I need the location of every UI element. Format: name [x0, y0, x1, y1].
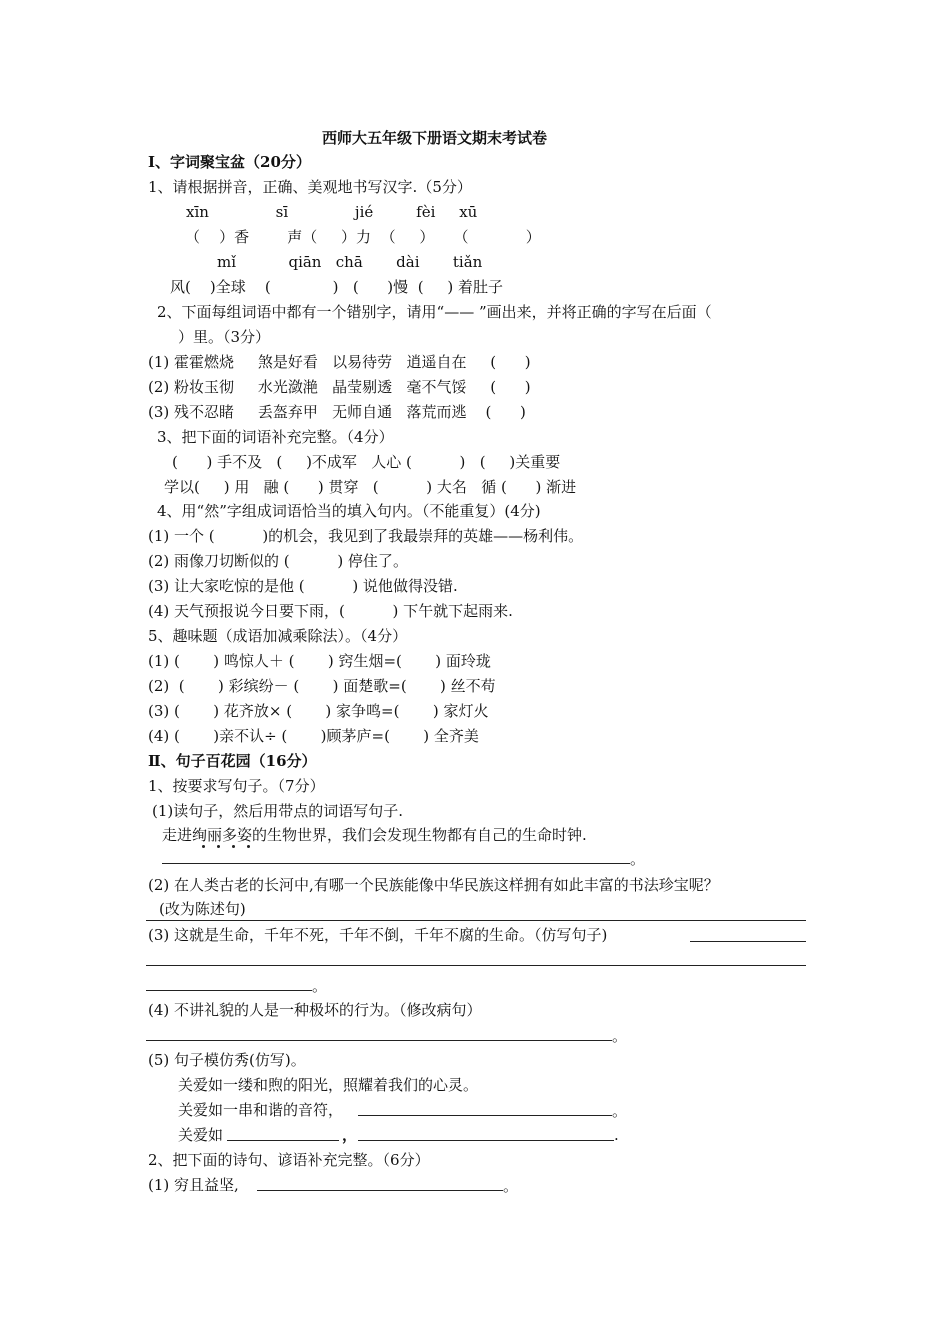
q1-hanzi-row1: （ ）香 声（ ）力 （ ） （ ）: [185, 228, 541, 246]
q1-pinyin-row1: xīn sī jié fèi xū: [186, 203, 478, 221]
s2-sub5-example: 关爱如一缕和煦的阳光，照耀着我们的心灵。: [178, 1076, 479, 1094]
q1-stem: 1、请根据拼音，正确、美观地书写汉字.（5分）: [148, 178, 472, 196]
s2-sub4-line1: (4) 不讲礼貌的人是一种极坏的行为。（修改病句）: [148, 1001, 482, 1019]
sub5-line2-period: 。: [612, 1102, 628, 1120]
q5-item-2: (2) ( ) 彩缤纷－ ( ) 面楚歌=( ) 丝不苟: [148, 677, 496, 695]
q3-row2: 学以( ) 用 融 ( ) 贯穿 ( ) 大名 循 ( ) 渐进: [164, 478, 577, 496]
q2-item-2: (2) 粉妆玉彻 水光潋滟 晶莹剔透 毫不气馁 ( ): [148, 378, 531, 396]
q2-item-3: (3) 残不忍睹 丢盔弃甲 无师自通 落荒而逃 ( ): [148, 403, 526, 421]
q4-item-3: (3) 让大家吃惊的是他 ( ) 说他做得没错.: [148, 577, 458, 595]
q3-row1: ( ) 手不及 ( )不成军 人心 ( ) ( )关重要: [172, 453, 561, 471]
answer-line[interactable]: [358, 1115, 612, 1116]
section1-heading: Ⅰ、字词聚宝盆（20分）: [148, 153, 311, 171]
q2-stem-line2: ）里。（3分）: [178, 328, 271, 346]
q5-stem: 5、趣味题（成语加减乘除法）。（4分）: [148, 627, 408, 645]
answer-line[interactable]: [162, 863, 630, 864]
s2-sub5-line3-start: 关爱如: [178, 1126, 224, 1144]
s2-sub5-instruction: (5) 句子模仿秀(仿写)。: [148, 1051, 306, 1069]
q5-item-4: (4) ( )亲不认÷ ( )顾茅庐=( ) 全齐美: [148, 727, 479, 745]
answer-line[interactable]: [146, 1040, 612, 1041]
q5-item-3: (3) ( ) 花齐放× ( ) 家争鸣=( ) 家灯火: [148, 702, 489, 720]
sub5-line3-comma: ，: [342, 1126, 358, 1144]
q4-item-2: (2) 雨像刀切断似的 ( ) 停住了。: [148, 552, 408, 570]
s2-q1-stem: 1、按要求写句子。（7分）: [148, 777, 325, 795]
s2-sub1-instruction: (1)读句子，然后用带点的词语写句子.: [152, 802, 404, 820]
s2-sub2-line2: (改为陈述句): [159, 900, 246, 918]
emphasis-dot: [247, 845, 250, 848]
emphasis-dot: [217, 845, 220, 848]
q5-item-1: (1) ( ) 鸣惊人＋ ( ) 窍生烟=( ) 面玲珑: [148, 652, 491, 670]
answer-line[interactable]: [358, 1140, 614, 1141]
emphasis-dot: [202, 845, 205, 848]
answer-line[interactable]: [257, 1190, 503, 1191]
q2-stem-line1: 2、下面每组词语中都有一个错别字，请用“—— ”画出来，并将正确的字写在后面（: [157, 303, 712, 321]
s2-sub3-line1: (3) 这就是生命，千年不死，千年不倒，千年不腐的生命。（仿写句子): [148, 926, 608, 944]
s2-q2-stem: 2、把下面的诗句、谚语补充完整。（6分）: [148, 1151, 430, 1169]
answer-line[interactable]: [227, 1140, 339, 1141]
s2-sub2-line1: (2) 在人类古老的长河中,有哪一个民族能像中华民族这样拥有如此丰富的书法珍宝呢？: [148, 876, 719, 894]
answer-line[interactable]: [146, 920, 806, 921]
q1-hanzi-row2: 风( )全球 ( ) ( )慢 ( ) 着肚子: [170, 278, 504, 296]
answer-line[interactable]: [690, 941, 806, 942]
sub5-line3-period: .: [614, 1126, 619, 1144]
q2-item-1: (1) 霍霍燃烧 煞是好看 以易待劳 逍遥自在 ( ): [148, 353, 531, 371]
q4-item-1: (1) 一个 ( )的机会，我见到了我最崇拜的英雄——杨利伟。: [148, 527, 584, 545]
sub3-period: 。: [312, 977, 328, 995]
answer-line[interactable]: [146, 990, 312, 991]
page-title: 西师大五年级下册语文期末考试卷: [322, 129, 548, 147]
section2-heading: Ⅱ、句子百花园（16分）: [148, 752, 317, 770]
q4-item-4: (4) 天气预报说今日要下雨，( ) 下午就下起雨来.: [148, 602, 513, 620]
sub1-period: 。: [630, 850, 646, 868]
s2-sub5-line2-start: 关爱如一串和谐的音符，: [178, 1101, 344, 1119]
q3-stem: 3、把下面的词语补充完整。（4分）: [157, 428, 394, 446]
s2-q2-item1-start: (1) 穷且益坚,: [148, 1176, 239, 1194]
sub4-period: 。: [612, 1027, 628, 1045]
s2-sub1-sentence: 走进绚丽多姿的生物世界，我们会发现生物都有自己的生命时钟.: [162, 826, 587, 844]
q1-pinyin-row2: mǐ qiān chā dài tiǎn: [217, 253, 483, 271]
q4-stem: 4、用“然”字组成词语恰当的填入句内。（不能重复）(4分): [157, 502, 541, 520]
answer-line[interactable]: [146, 965, 806, 966]
emphasis-dot: [232, 845, 235, 848]
s2-q2-item1-end: 。: [503, 1177, 519, 1195]
